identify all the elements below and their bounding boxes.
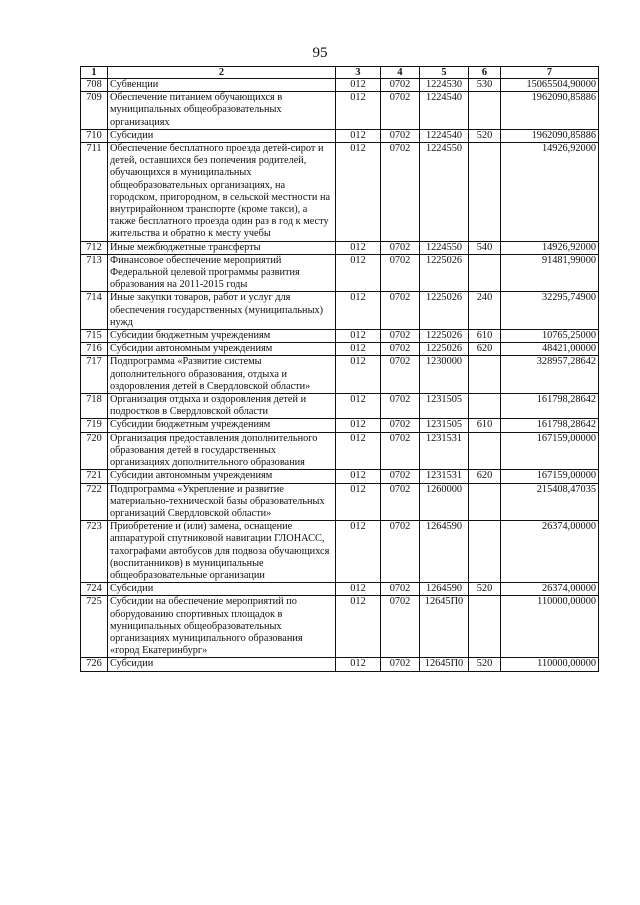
row-name-cell: Приобретение и (или) замена, оснащение аппаратурой спутниковой навигации ГЛОНАСС, тахографами автобусов для подвоза обучающихся (воспитанников) в муниципальные общеобразовательные организации — [108, 521, 336, 583]
row-ministry-code-cell: 012 — [336, 521, 381, 583]
row-section-code-cell: 0702 — [381, 658, 420, 671]
row-ministry-code-cell: 012 — [336, 129, 381, 142]
row-section-code-cell: 0702 — [381, 143, 420, 242]
row-expense-type-cell: 620 — [469, 343, 501, 356]
row-number-cell: 722 — [81, 483, 108, 521]
row-sum-cell: 26374,00000 — [501, 583, 599, 596]
row-section-code-cell: 0702 — [381, 343, 420, 356]
table-row — [81, 432, 599, 470]
row-number-cell: 716 — [81, 343, 108, 356]
row-section-code-cell: 0702 — [381, 521, 420, 583]
row-ministry-code-cell: 012 — [336, 419, 381, 432]
row-target-code-cell: 1224540 — [420, 92, 469, 130]
row-ministry-code-cell: 012 — [336, 356, 381, 394]
row-section-code-cell: 0702 — [381, 596, 420, 658]
row-section-code-cell: 0702 — [381, 483, 420, 521]
row-ministry-code-cell: 012 — [336, 432, 381, 470]
row-ministry-code-cell: 012 — [336, 596, 381, 658]
row-section-code-cell: 0702 — [381, 330, 420, 343]
row-number-cell: 719 — [81, 419, 108, 432]
row-number-cell: 724 — [81, 583, 108, 596]
row-target-code-cell: 1225026 — [420, 343, 469, 356]
row-section-code-cell: 0702 — [381, 254, 420, 292]
header-col-7: 7 — [501, 67, 599, 79]
row-name-cell: Субсидии — [108, 658, 336, 671]
row-name-cell: Иные межбюджетные трансферты — [108, 241, 336, 254]
row-target-code-cell: 1225026 — [420, 330, 469, 343]
row-section-code-cell: 0702 — [381, 583, 420, 596]
row-ministry-code-cell: 012 — [336, 343, 381, 356]
header-col-6: 6 — [469, 67, 501, 79]
row-number-cell: 721 — [81, 470, 108, 483]
row-sum-cell: 26374,00000 — [501, 521, 599, 583]
row-sum-cell: 1962090,85886 — [501, 129, 599, 142]
row-name-cell: Субсидии — [108, 583, 336, 596]
table-row — [81, 92, 599, 130]
table-row — [81, 583, 599, 596]
row-name-cell: Организация отдыха и оздоровления детей и подростков в Свердловской области — [108, 394, 336, 419]
row-target-code-cell: 12645П0 — [420, 658, 469, 671]
row-target-code-cell: 12645П0 — [420, 596, 469, 658]
table-row — [81, 470, 599, 483]
row-number-cell: 723 — [81, 521, 108, 583]
row-sum-cell: 14926,92000 — [501, 143, 599, 242]
row-ministry-code-cell: 012 — [336, 658, 381, 671]
row-name-cell: Организация предоставления дополнительного образования детей в государственных организациях дополнительного образования — [108, 432, 336, 470]
row-name-cell: Обеспечение питанием обучающихся в муниципальных общеобразовательных организациях — [108, 92, 336, 130]
row-sum-cell: 110000,00000 — [501, 596, 599, 658]
row-expense-type-cell — [469, 92, 501, 130]
row-target-code-cell: 1224540 — [420, 129, 469, 142]
header-col-2: 2 — [108, 67, 336, 79]
row-number-cell: 710 — [81, 129, 108, 142]
row-section-code-cell: 0702 — [381, 79, 420, 92]
row-number-cell: 708 — [81, 79, 108, 92]
table-row — [81, 241, 599, 254]
table-row — [81, 292, 599, 330]
row-name-cell: Субсидии автономным учреждениям — [108, 343, 336, 356]
row-name-cell: Субсидии бюджетным учреждениям — [108, 419, 336, 432]
row-sum-cell: 328957,28642 — [501, 356, 599, 394]
row-target-code-cell: 1231505 — [420, 419, 469, 432]
row-ministry-code-cell: 012 — [336, 483, 381, 521]
row-ministry-code-cell: 012 — [336, 394, 381, 419]
table-header-row — [81, 67, 599, 79]
table-row — [81, 596, 599, 658]
row-sum-cell: 48421,00000 — [501, 343, 599, 356]
row-target-code-cell: 1225026 — [420, 292, 469, 330]
row-expense-type-cell — [469, 254, 501, 292]
row-sum-cell: 10765,25000 — [501, 330, 599, 343]
table-row — [81, 330, 599, 343]
row-number-cell: 718 — [81, 394, 108, 419]
row-expense-type-cell — [469, 483, 501, 521]
header-col-1: 1 — [81, 67, 108, 79]
row-ministry-code-cell: 012 — [336, 470, 381, 483]
row-sum-cell: 161798,28642 — [501, 394, 599, 419]
row-number-cell: 711 — [81, 143, 108, 242]
row-sum-cell: 161798,28642 — [501, 419, 599, 432]
row-target-code-cell: 1224550 — [420, 143, 469, 242]
row-section-code-cell: 0702 — [381, 356, 420, 394]
table-row — [81, 343, 599, 356]
row-sum-cell: 215408,47035 — [501, 483, 599, 521]
row-ministry-code-cell: 012 — [336, 241, 381, 254]
row-ministry-code-cell: 012 — [336, 583, 381, 596]
row-name-cell: Подпрограмма «Укрепление и развитие материально-технической базы образовательных организаций Свердловской области» — [108, 483, 336, 521]
row-target-code-cell: 1231531 — [420, 432, 469, 470]
row-sum-cell: 167159,00000 — [501, 432, 599, 470]
row-section-code-cell: 0702 — [381, 92, 420, 130]
row-expense-type-cell: 520 — [469, 129, 501, 142]
row-number-cell: 715 — [81, 330, 108, 343]
row-expense-type-cell — [469, 521, 501, 583]
row-target-code-cell: 1225026 — [420, 254, 469, 292]
row-number-cell: 717 — [81, 356, 108, 394]
table-row — [81, 79, 599, 92]
table-row — [81, 521, 599, 583]
row-expense-type-cell — [469, 356, 501, 394]
table-row — [81, 356, 599, 394]
row-ministry-code-cell: 012 — [336, 143, 381, 242]
row-number-cell: 725 — [81, 596, 108, 658]
row-number-cell: 726 — [81, 658, 108, 671]
row-ministry-code-cell: 012 — [336, 292, 381, 330]
row-expense-type-cell — [469, 143, 501, 242]
row-section-code-cell: 0702 — [381, 241, 420, 254]
row-name-cell: Субсидии — [108, 129, 336, 142]
budget-table — [80, 66, 599, 672]
table-row — [81, 254, 599, 292]
row-number-cell: 712 — [81, 241, 108, 254]
row-section-code-cell: 0702 — [381, 394, 420, 419]
row-sum-cell: 110000,00000 — [501, 658, 599, 671]
row-expense-type-cell: 530 — [469, 79, 501, 92]
row-ministry-code-cell: 012 — [336, 79, 381, 92]
row-expense-type-cell: 520 — [469, 658, 501, 671]
row-target-code-cell: 1230000 — [420, 356, 469, 394]
row-section-code-cell: 0702 — [381, 129, 420, 142]
row-target-code-cell: 1224530 — [420, 79, 469, 92]
row-number-cell: 713 — [81, 254, 108, 292]
row-name-cell: Субсидии на обеспечение мероприятий по оборудованию спортивных площадок в муниципальных общеобразовательных организациях муниципального образования «город Екатеринбург» — [108, 596, 336, 658]
row-expense-type-cell: 620 — [469, 470, 501, 483]
row-target-code-cell: 1231505 — [420, 394, 469, 419]
row-number-cell: 709 — [81, 92, 108, 130]
row-ministry-code-cell: 012 — [336, 330, 381, 343]
table-row — [81, 419, 599, 432]
row-sum-cell: 14926,92000 — [501, 241, 599, 254]
row-target-code-cell: 1264590 — [420, 521, 469, 583]
table-row — [81, 143, 599, 242]
row-section-code-cell: 0702 — [381, 432, 420, 470]
row-sum-cell: 91481,99000 — [501, 254, 599, 292]
row-number-cell: 720 — [81, 432, 108, 470]
row-name-cell: Субсидии автономным учреждениям — [108, 470, 336, 483]
row-sum-cell: 32295,74900 — [501, 292, 599, 330]
row-name-cell: Субвенции — [108, 79, 336, 92]
row-target-code-cell: 1260000 — [420, 483, 469, 521]
row-expense-type-cell — [469, 596, 501, 658]
row-expense-type-cell — [469, 394, 501, 419]
row-target-code-cell: 1231531 — [420, 470, 469, 483]
row-name-cell: Финансовое обеспечение мероприятий Федеральной целевой программы развития образования на 2011-2015 годы — [108, 254, 336, 292]
header-col-4: 4 — [381, 67, 420, 79]
row-name-cell: Подпрограмма «Развитие системы дополнительного образования, отдыха и оздоровления детей в Свердловской области» — [108, 356, 336, 394]
row-ministry-code-cell: 012 — [336, 92, 381, 130]
table-row — [81, 658, 599, 671]
row-number-cell: 714 — [81, 292, 108, 330]
row-expense-type-cell — [469, 432, 501, 470]
row-expense-type-cell: 520 — [469, 583, 501, 596]
row-expense-type-cell: 610 — [469, 330, 501, 343]
page-number: 95 — [312, 45, 328, 61]
row-name-cell: Иные закупки товаров, работ и услуг для обеспечения государственных (муниципальных) нужд — [108, 292, 336, 330]
row-section-code-cell: 0702 — [381, 292, 420, 330]
row-expense-type-cell: 540 — [469, 241, 501, 254]
row-sum-cell: 15065504,90000 — [501, 79, 599, 92]
row-name-cell: Субсидии бюджетным учреждениям — [108, 330, 336, 343]
row-sum-cell: 167159,00000 — [501, 470, 599, 483]
row-sum-cell: 1962090,85886 — [501, 92, 599, 130]
row-expense-type-cell: 240 — [469, 292, 501, 330]
row-section-code-cell: 0702 — [381, 419, 420, 432]
row-section-code-cell: 0702 — [381, 470, 420, 483]
row-expense-type-cell: 610 — [469, 419, 501, 432]
table-row — [81, 129, 599, 142]
header-col-5: 5 — [420, 67, 469, 79]
row-name-cell: Обеспечение бесплатного проезда детей-сирот и детей, оставшихся без попечения родителей, обучающихся в муниципальных общеобразовательных организациях, на городском, пригородном, в сельской местности на внутрирайонном транспорте (кроме такси), а также бесплатного проезда один раз в год к месту жительства и обратно к месту учебы — [108, 143, 336, 242]
row-target-code-cell: 1264590 — [420, 583, 469, 596]
header-col-3: 3 — [336, 67, 381, 79]
table-row — [81, 483, 599, 521]
table-row — [81, 394, 599, 419]
row-ministry-code-cell: 012 — [336, 254, 381, 292]
row-target-code-cell: 1224550 — [420, 241, 469, 254]
